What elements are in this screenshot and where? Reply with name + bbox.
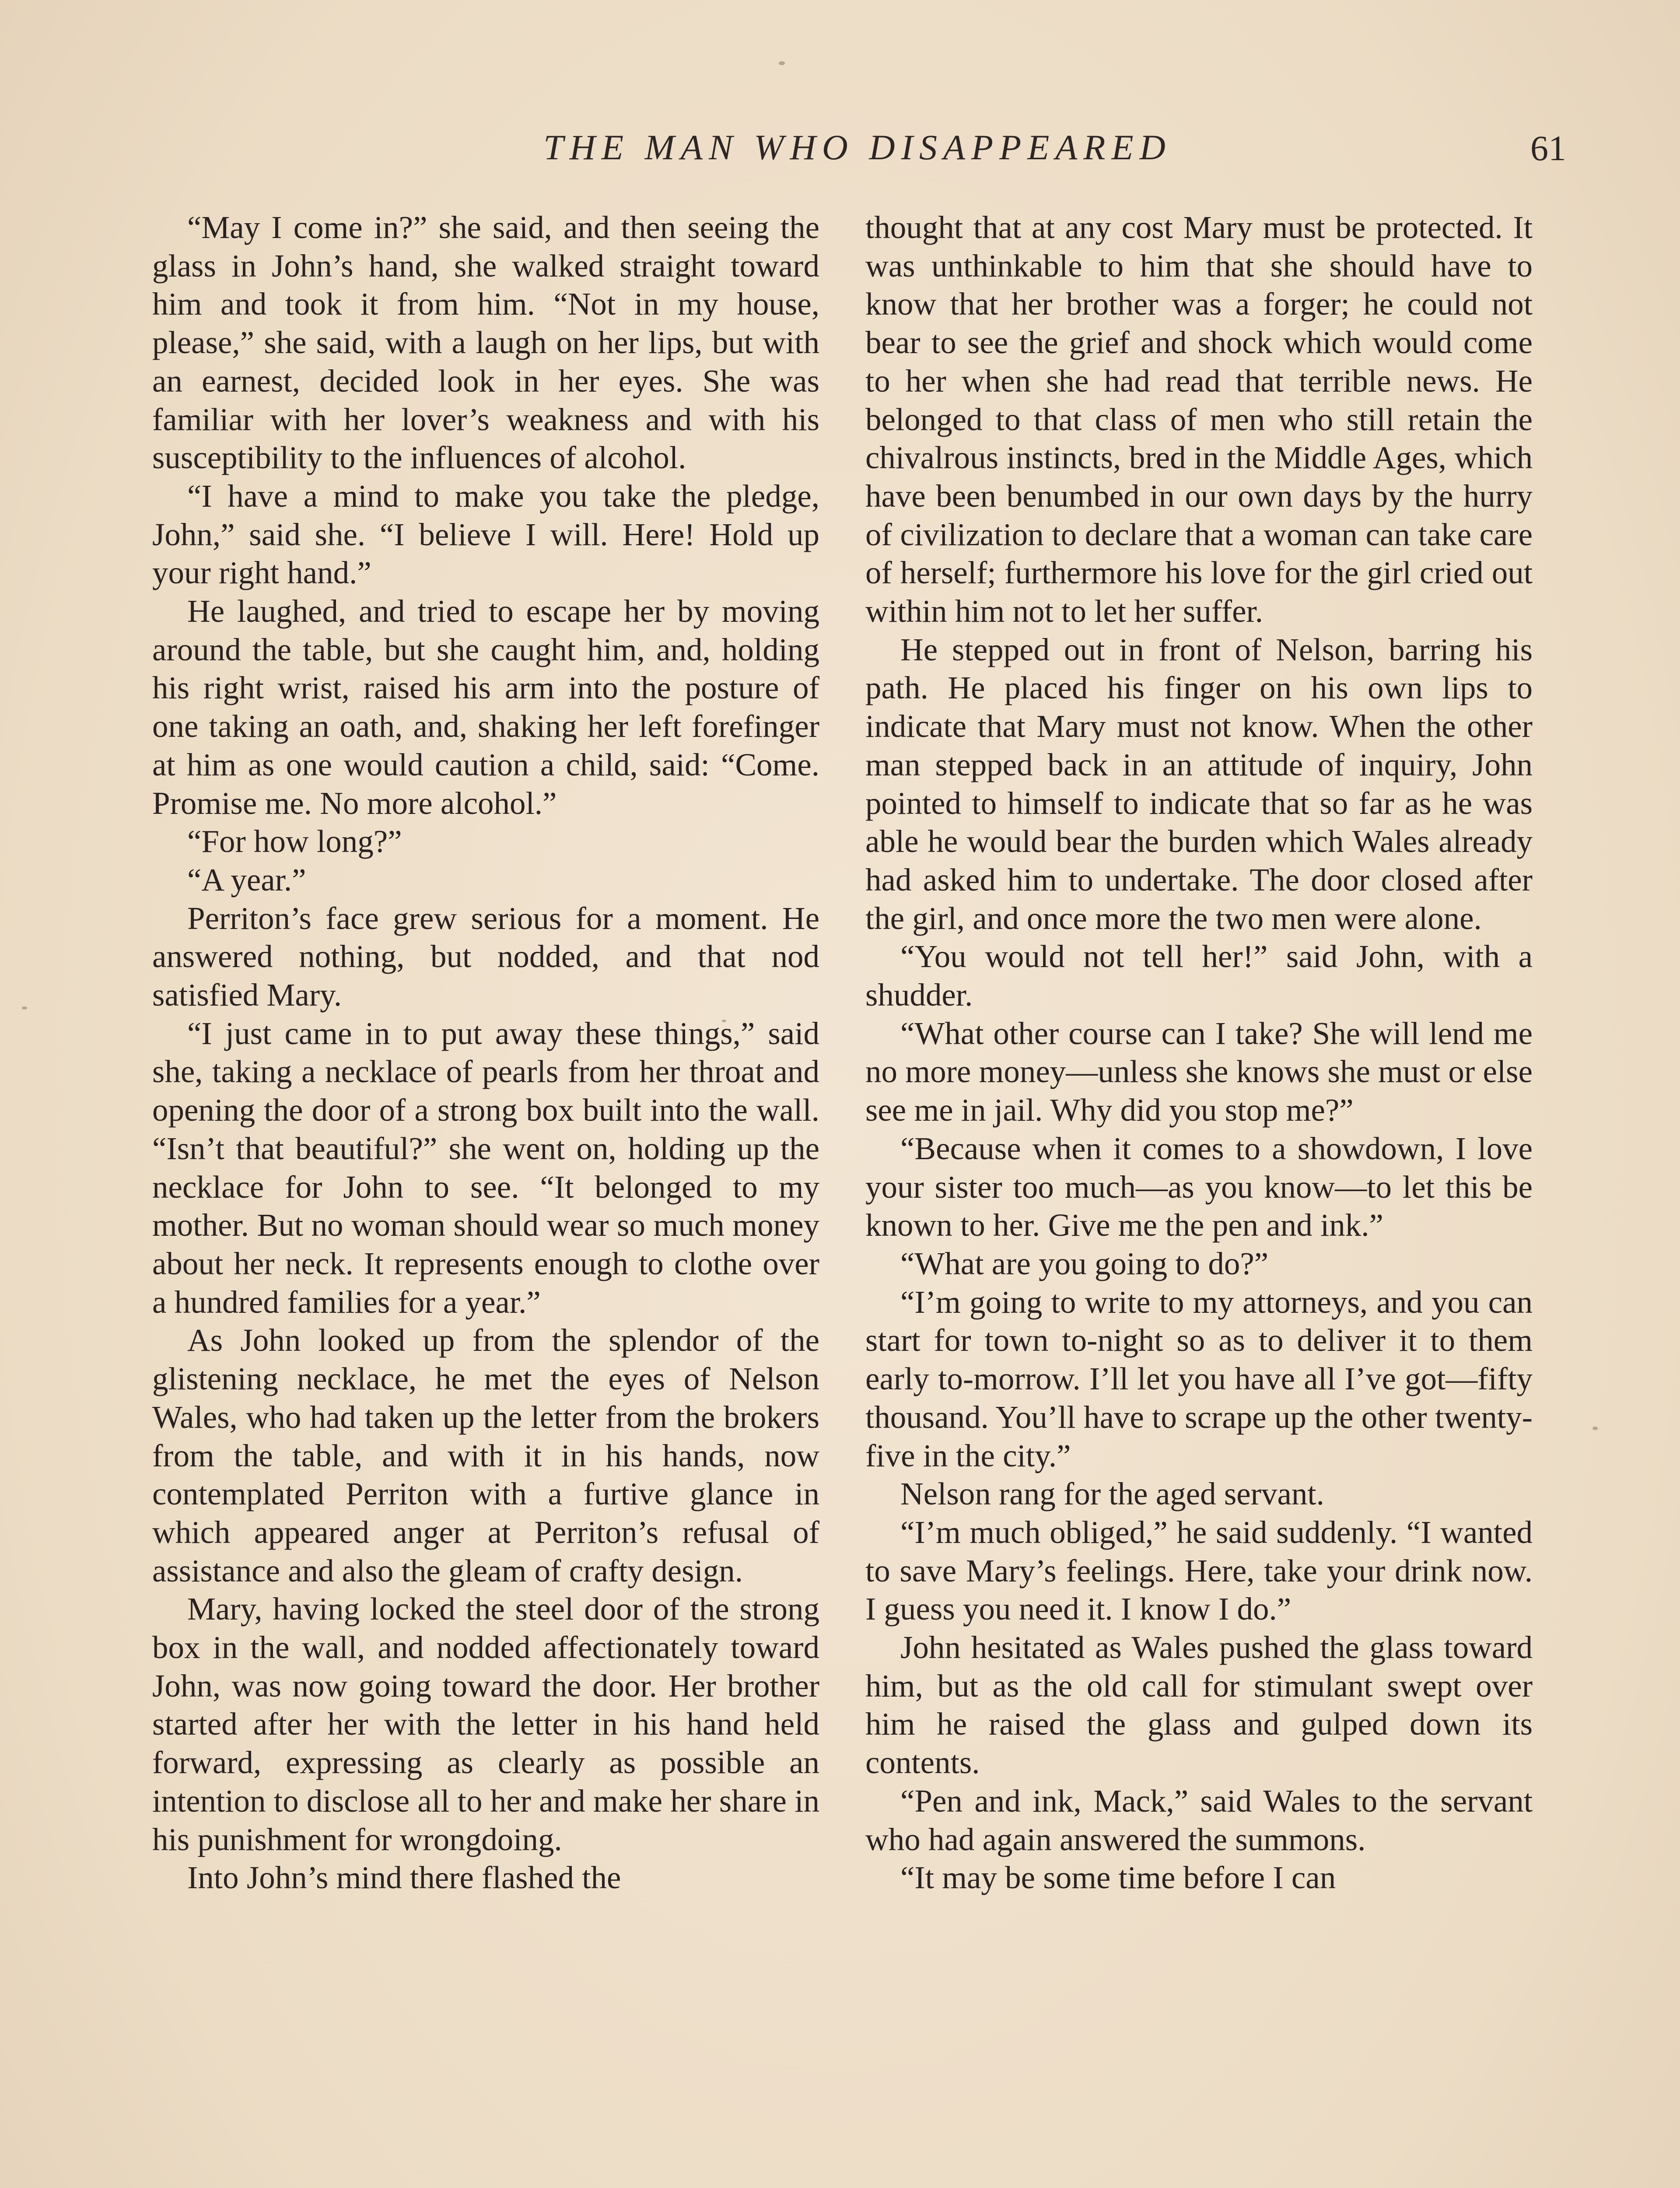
paragraph: “What are you going to do?”: [900, 1245, 1269, 1281]
paragraph: “It may be some time before I can: [900, 1860, 1336, 1896]
paragraph: He laughed, and tried to escape her by moving around the table, but she caught him, and, holding his right wrist, raised his arm into the posture of one taking an oath, and, shaking her left forefinger at him as one would caution a child, said: “Come. Promise me. No more alcohol.”: [152, 593, 819, 821]
text-column-right: [865, 208, 1533, 2188]
paragraph: Perriton’s face grew serious for a moment. He answered nothing, but nodded, and that nod satisfied Mary.: [152, 900, 819, 1013]
paragraph: John hesitated as Wales pushed the glass toward him, but as the old call for stimulant swept over him he raised the glass and gulped down its contents.: [865, 1630, 1533, 1781]
paragraph: “I have a mind to make you take the pledge, John,” said she. “I believe I will. Here! Hold up your right hand.”: [152, 478, 819, 591]
paragraph: “May I come in?” she said, and then seeing the glass in John’s hand, she walked straight toward him and took it from him. “Not in my house, please,” she said, with a laugh on her lips, but with an earnest, decided look in her eyes. She was familiar with her lover’s weakness and with his susceptibility to the influences of alcohol.: [152, 210, 819, 476]
paragraph: As John looked up from the splendor of the glistening necklace, he met the eyes of Nelson Wales, who had taken up the letter from the brokers from the table, and with it in his hands, now contemplated Perriton with a furtive glance in which appeared anger at Perriton’s refusal of assistance and also the gleam of crafty design.: [152, 1322, 819, 1588]
paragraph: “A year.”: [187, 862, 306, 898]
paragraph: “You would not tell her!” said John, with a shudder.: [865, 939, 1533, 1013]
paragraph: “For how long?”: [187, 824, 402, 859]
paragraph: thought that at any cost Mary must be protected. It was unthinkable to him that she should have to know that her brother was a forger; he could not bear to see the grief and shock which would come to her when she had read that terrible news. He belonged to that class of men who still retain the chivalrous instincts, bred in the Middle Ages, which have been benumbed in our own days by the hurry of civilization to declare that a woman can take care of herself; furthermore his love for the girl cried out within him not to let her suffer.: [865, 210, 1533, 629]
paragraph: Nelson rang for the aged servant.: [900, 1476, 1324, 1512]
page-number: 61: [1530, 128, 1566, 168]
text-column-left: [152, 208, 819, 2188]
paragraph: “What other course can I take? She will lend me no more money—unless she knows she must or else see me in jail. Why did you stop me?”: [865, 1015, 1533, 1128]
paper-speck: [1592, 1427, 1598, 1430]
paragraph: Mary, having locked the steel door of the strong box in the wall, and nodded affectionately toward John, was now going toward the door. Her brother started after her with the letter in his hand held forward, expressing as clearly as possible an intention to disclose all to her and make her share in his punishment for wrongdoing.: [152, 1591, 819, 1857]
running-head-title: THE MAN WHO DISAPPEARED: [543, 127, 1172, 167]
paper-speck: [779, 61, 785, 65]
paragraph: “I just came in to put away these things,” said she, taking a necklace of pearls from her throat and opening the door of a strong box built into the wall. “Isn’t that beautiful?” she went on, holding up the necklace for John to see. “It belonged to my mother. But no woman should wear so much money about her neck. It represents enough to clothe over a hundred families for a year.”: [152, 1015, 819, 1320]
paper-speck: [22, 1006, 27, 1010]
paragraph: “Pen and ink, Mack,” said Wales to the servant who had again answered the summons.: [865, 1783, 1533, 1857]
paragraph: “I’m going to write to my attorneys, and you can start for town to-night so as to deliver it to them early to-morrow. I’ll let you have all I’ve got—fifty thousand. You’ll have to scrape up the other twenty-five in the city.”: [865, 1284, 1533, 1473]
paragraph: “Because when it comes to a showdown, I love your sister too much—as you know—to let this be known to her. Give me the pen and ink.”: [865, 1130, 1533, 1243]
paragraph: He stepped out in front of Nelson, barring his path. He placed his finger on his own lips to indicate that Mary must not know. When the other man stepped back in an attitude of inquiry, John pointed to himself to indicate that so far as he was able he would bear the burden which Wales already had asked him to undertake. The door closed after the girl, and once more the two men were alone.: [865, 631, 1533, 936]
paragraph: Into John’s mind there flashed the: [187, 1860, 621, 1896]
paragraph: “I’m much obliged,” he said suddenly. “I wanted to save Mary’s feelings. Here, take your drink now. I guess you need it. I know I do.”: [865, 1514, 1533, 1627]
